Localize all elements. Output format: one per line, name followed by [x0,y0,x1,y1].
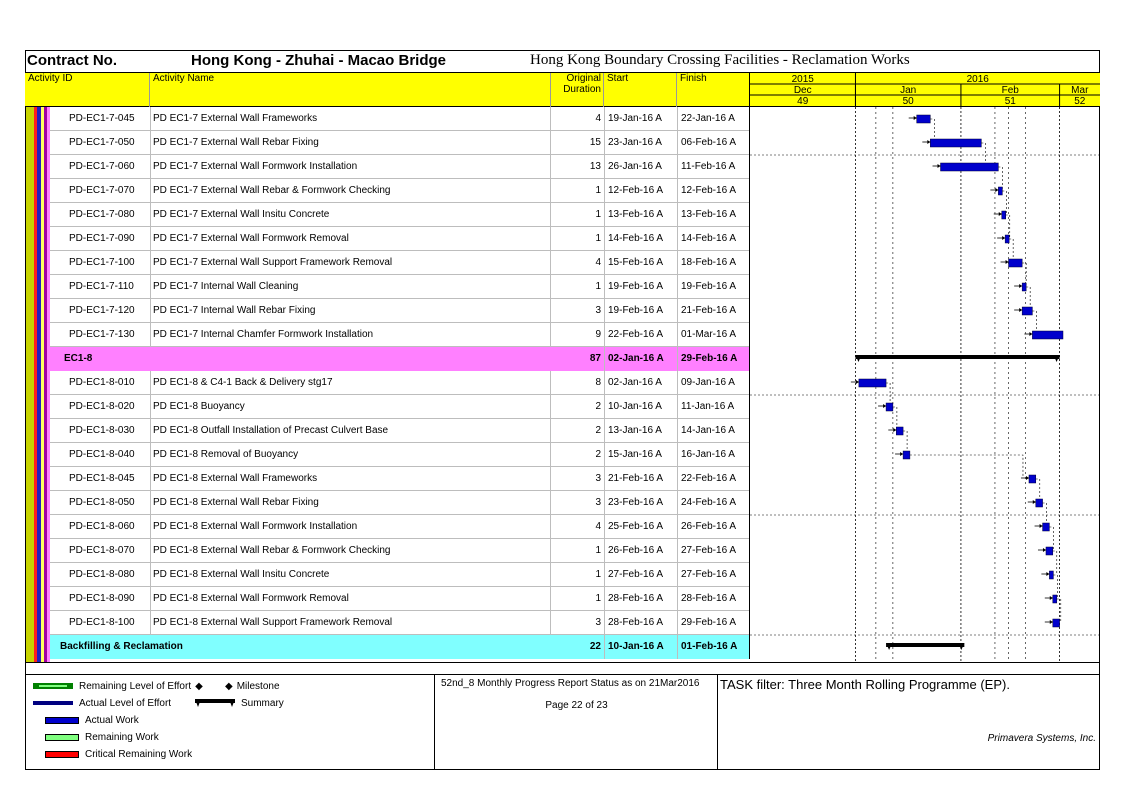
relationship-line [1009,239,1013,262]
vendor-label: Primavera Systems, Inc. [987,733,1096,744]
activity-name-cell: PD EC1-8 & C4-1 Back & Delivery stg17 [151,371,551,395]
start-cell: 25-Feb-16 A [605,515,678,539]
actual-work-bar[interactable] [1053,619,1060,627]
col-duration-line2: Duration [563,84,601,95]
duration-cell: 87 [551,347,605,371]
relationship-line [1032,311,1036,334]
table-row[interactable] [50,443,750,467]
relationship-arrowhead [883,404,886,408]
activity-id-cell: PD-EC1-8-070 [50,539,151,563]
duration-cell: 4 [551,515,605,539]
relationship-line [910,455,1023,478]
activity-id-cell: EC1-8 [64,353,93,364]
legend-milestone-label: Milestone [236,680,280,692]
table-bottom-rule [25,662,1100,663]
finish-cell: 26-Feb-16 A [678,515,750,539]
table-row[interactable] [50,275,750,299]
finish-cell: 27-Feb-16 A [678,539,750,563]
start-cell: 28-Feb-16 A [605,587,678,611]
duration-cell: 1 [551,227,605,251]
relationship-arrowhead [999,212,1002,216]
col-duration-line1: Original [566,73,601,84]
start-cell: 26-Jan-16 A [605,155,678,179]
relationship-arrowhead [1046,572,1049,576]
relationship-arrowhead [1006,260,1009,264]
duration-cell: 13 [551,155,605,179]
duration-cell: 15 [551,131,605,155]
legend-summary-label: Summary [241,697,284,709]
table-row[interactable] [50,299,750,323]
activity-id-cell: PD-EC1-7-130 [50,323,151,347]
actual-work-bar[interactable] [941,163,999,171]
legend-summary [195,696,284,710]
legend [25,674,435,770]
start-cell: 23-Jan-16 A [605,131,678,155]
table-row[interactable] [50,107,750,131]
duration-cell: 1 [551,179,605,203]
finish-cell: 14-Jan-16 A [678,419,750,443]
actual-work-bar[interactable] [1046,547,1053,555]
relationship-arrowhead [1033,500,1036,504]
start-cell: 28-Feb-16 A [605,611,678,635]
legend-remaining-work-label: Remaining Work [85,731,159,743]
start-cell: 10-Jan-16 A [605,635,678,659]
actual-work-bar[interactable] [1049,571,1053,579]
relationship-line [886,383,890,406]
outline-band-level1 [26,107,34,662]
duration-cell: 2 [551,443,605,467]
legend-actual-loe-symbol [33,699,73,707]
actual-work-swatch [45,717,79,724]
activity-name-cell: PD EC1-7 External Wall Frameworks [151,107,551,131]
duration-cell: 1 [551,587,605,611]
col-finish: Finish [678,73,750,107]
finish-cell: 14-Feb-16 A [678,227,750,251]
actual-work-bar[interactable] [886,403,893,411]
col-start: Start [605,73,677,107]
duration-cell: 4 [551,107,605,131]
finish-cell: 18-Feb-16 A [678,251,750,275]
duration-cell: 1 [551,203,605,227]
activity-id-cell: Backfilling & Reclamation [60,641,183,652]
activity-id-cell: PD-EC1-8-030 [50,419,151,443]
start-cell: 26-Feb-16 A [605,539,678,563]
legend-milestone [225,679,280,693]
duration-cell: 1 [551,539,605,563]
actual-work-bar[interactable] [1002,211,1006,219]
finish-cell: 24-Feb-16 A [678,491,750,515]
relationship-arrowhead [1040,524,1043,528]
table-row[interactable] [50,467,750,491]
report-status-line: 52nd_8 Monthly Progress Report Status as on 21Mar2016 [441,678,700,689]
start-cell: 19-Jan-16 A [605,107,678,131]
activity-id-cell: PD-EC1-7-045 [50,107,151,131]
start-cell: 12-Feb-16 A [605,179,678,203]
actual-work-bar[interactable] [1043,523,1050,531]
activity-id-cell: PD-EC1-8-080 [50,563,151,587]
gantt-chart [750,107,1100,662]
start-cell: 22-Feb-16 A [605,323,678,347]
duration-cell: 8 [551,371,605,395]
timescale-svg [750,73,1100,107]
activity-name-cell: PD EC1-8 External Wall Rebar Fixing [151,491,551,515]
footer-filter-box [717,674,1100,770]
page-number: Page 22 of 23 [545,700,608,711]
finish-cell: 27-Feb-16 A [678,563,750,587]
group-row[interactable] [50,635,750,659]
week-label: 50 [902,96,914,107]
start-cell: 19-Feb-16 A [605,275,678,299]
legend-remaining-loe [33,679,203,693]
activity-id-cell: PD-EC1-7-070 [50,179,151,203]
duration-cell: 3 [551,467,605,491]
table-row[interactable] [50,371,750,395]
activity-name-cell: PD EC1-7 External Wall Insitu Concrete [151,203,551,227]
finish-cell: 06-Feb-16 A [678,131,750,155]
actual-work-bar[interactable] [1005,235,1009,243]
activity-id-cell: PD-EC1-7-090 [50,227,151,251]
footer-report-box [434,674,717,770]
actual-work-bar[interactable] [1022,283,1026,291]
relationship-line [1036,479,1040,502]
activity-name-cell: PD EC1-8 External Wall Formwork Installation [151,515,551,539]
finish-cell: 12-Feb-16 A [678,179,750,203]
activity-id-cell: PD-EC1-7-050 [50,131,151,155]
activity-id-cell: PD-EC1-8-100 [50,611,151,635]
relationship-arrowhead [1002,236,1005,240]
finish-cell: 11-Jan-16 A [678,395,750,419]
activity-name-cell: PD EC1-7 External Wall Rebar & Formwork Checking [151,179,551,203]
relationship-arrowhead [900,452,903,456]
relationship-line [998,167,1002,190]
relationship-line [981,143,985,166]
year-label: 2016 [966,74,989,85]
start-cell: 02-Jan-16 A [605,347,678,371]
relationship-line [930,119,934,142]
table-row[interactable] [50,227,750,251]
relationship-line [1026,287,1030,310]
relationship-arrowhead [893,428,896,432]
activity-id-cell: PD-EC1-8-050 [50,491,151,515]
finish-cell: 16-Jan-16 A [678,443,750,467]
table-row[interactable] [50,419,750,443]
duration-cell: 9 [551,323,605,347]
start-cell: 15-Jan-16 A [605,443,678,467]
activity-id-cell: PD-EC1-8-040 [50,443,151,467]
relationship-line [1053,575,1057,598]
actual-work-bar[interactable] [896,427,903,435]
finish-cell: 09-Jan-16 A [678,371,750,395]
page-subtitle: Hong Kong Boundary Crossing Facilities - Reclamation Works [530,52,910,68]
relationship-arrowhead [1050,596,1053,600]
activity-id-cell: PD-EC1-7-080 [50,203,151,227]
activity-name-cell: PD EC1-8 External Wall Frameworks [151,467,551,491]
table-row[interactable] [50,395,750,419]
relationship-arrowhead [1019,284,1022,288]
actual-work-bar[interactable] [930,139,981,147]
actual-work-bar[interactable] [1053,595,1057,603]
actual-work-bar[interactable] [917,115,931,123]
relationship-line [1053,551,1057,574]
relationship-arrowhead [1026,476,1029,480]
table-row[interactable] [50,203,750,227]
table-row[interactable] [50,587,750,611]
activity-id-cell: PD-EC1-7-100 [50,251,151,275]
relationship-line [893,407,897,430]
actual-work-bar[interactable] [1029,475,1036,483]
legend-actual-work [45,713,139,727]
activity-id-cell: PD-EC1-8-045 [50,467,151,491]
start-cell: 21-Feb-16 A [605,467,678,491]
col-activity-id: Activity ID [26,73,150,107]
relationship-arrowhead [1050,620,1053,624]
relationship-line [1057,599,1061,622]
start-cell: 13-Jan-16 A [605,419,678,443]
activity-id-cell: PD-EC1-7-120 [50,299,151,323]
start-cell: 19-Feb-16 A [605,299,678,323]
start-cell: 10-Jan-16 A [605,395,678,419]
finish-cell: 01-Mar-16 A [678,323,750,347]
legend-remaining-loe-label: Remaining Level of Effort [79,680,192,692]
finish-cell: 21-Feb-16 A [678,299,750,323]
activity-name-cell: PD EC1-8 Outfall Installation of Precast Culvert Base [151,419,551,443]
start-cell: 15-Feb-16 A [605,251,678,275]
relationship-arrowhead [1029,332,1032,336]
activity-name-cell: PD EC1-8 External Wall Formwork Removal [151,587,551,611]
legend-remaining-work [45,730,159,744]
task-filter-label: TASK filter: Three Month Rolling Programme (EP). [720,677,1010,692]
table-row[interactable] [50,539,750,563]
month-label: Feb [1001,85,1019,96]
finish-cell: 01-Feb-16 A [678,635,750,659]
activity-name-cell: PD EC1-7 Internal Chamfer Formwork Installation [151,323,551,347]
duration-cell: 2 [551,395,605,419]
start-cell: 14-Feb-16 A [605,227,678,251]
activity-name-cell: PD EC1-8 External Wall Insitu Concrete [151,563,551,587]
activity-id-cell: PD-EC1-8-060 [50,515,151,539]
table-row[interactable] [50,131,750,155]
activity-id-cell: PD-EC1-7-110 [50,275,151,299]
duration-cell: 2 [551,419,605,443]
actual-work-bar[interactable] [1036,499,1043,507]
relationship-line [1043,503,1047,526]
summary-bar[interactable] [855,355,1059,359]
activity-id-cell: PD-EC1-8-020 [50,395,151,419]
table-row[interactable] [50,179,750,203]
week-label: 51 [1004,96,1016,107]
activity-name-cell: PD EC1-8 External Wall Support Framework Removal [151,611,551,635]
table-row[interactable] [50,515,750,539]
contract-label: Contract No. [27,52,117,69]
table-row[interactable] [50,323,750,347]
legend-actual-loe-label: Actual Level of Effort [79,697,172,709]
activity-name-cell: PD EC1-8 External Wall Rebar & Formwork Checking [151,539,551,563]
legend-remaining-loe-symbol [33,682,73,690]
activity-name-cell: PD EC1-7 External Wall Formwork Installation [151,155,551,179]
actual-work-bar[interactable] [859,379,886,387]
year-label: 2015 [791,74,814,85]
start-cell: 02-Jan-16 A [605,371,678,395]
activity-name-cell: PD EC1-7 External Wall Rebar Fixing [151,131,551,155]
col-duration [552,73,604,107]
duration-cell: 22 [551,635,605,659]
legend-critical-remaining [45,747,192,761]
activity-name-cell: PD EC1-7 External Wall Formwork Removal [151,227,551,251]
actual-work-bar[interactable] [1009,259,1023,267]
relationship-line [1049,527,1053,550]
summary-bar-icon [195,698,235,708]
activity-id-cell: PD-EC1-8-010 [50,371,151,395]
actual-work-bar[interactable] [903,451,910,459]
critical-work-swatch [45,751,79,758]
relationship-line [1002,191,1006,214]
remaining-work-swatch [45,734,79,741]
table-row[interactable] [50,491,750,515]
relationship-line [1006,215,1010,238]
relationship-arrowhead [938,164,941,168]
duration-cell: 4 [551,251,605,275]
relationship-line [903,431,907,454]
timescale-header [750,73,1100,107]
duration-cell: 3 [551,299,605,323]
finish-cell: 19-Feb-16 A [678,275,750,299]
finish-cell: 29-Feb-16 A [678,347,750,371]
legend-actual-loe [33,696,171,710]
table-row[interactable] [50,563,750,587]
start-cell: 13-Feb-16 A [605,203,678,227]
activity-name-cell: PD EC1-7 Internal Wall Cleaning [151,275,551,299]
finish-cell: 29-Feb-16 A [678,611,750,635]
activity-name-cell: PD EC1-7 External Wall Support Framework Removal [151,251,551,275]
project-title: Hong Kong - Zhuhai - Macao Bridge [191,52,446,69]
week-label: 49 [797,96,809,107]
relationship-arrowhead [914,116,917,120]
activity-name-cell: PD EC1-7 Internal Wall Rebar Fixing [151,299,551,323]
finish-cell: 22-Feb-16 A [678,467,750,491]
legend-critical-remaining-label: Critical Remaining Work [85,748,193,760]
diamond-icon: ◆ [195,680,203,692]
table-row[interactable] [50,251,750,275]
activity-name-cell: PD EC1-8 Buoyancy [151,395,551,419]
actual-work-bar[interactable] [1032,331,1063,339]
table-row[interactable] [50,155,750,179]
table-row[interactable] [50,611,750,635]
group-row[interactable] [50,347,750,371]
start-cell: 23-Feb-16 A [605,491,678,515]
actual-work-bar[interactable] [998,187,1002,195]
legend-actual-work-label: Actual Work [85,714,139,726]
actual-work-bar[interactable] [1022,307,1032,315]
relationship-arrowhead [1043,548,1046,552]
month-label: Mar [1071,85,1089,96]
relationship-arrowhead [856,380,859,384]
month-label: Dec [793,85,812,96]
finish-cell: 22-Jan-16 A [678,107,750,131]
week-label: 52 [1074,96,1086,107]
start-cell: 27-Feb-16 A [605,563,678,587]
summary-bar[interactable] [886,643,964,647]
relationship-arrowhead [927,140,930,144]
milestone-diamond-icon: ◆ [225,680,233,692]
duration-cell: 1 [551,275,605,299]
finish-cell: 28-Feb-16 A [678,587,750,611]
relationship-arrowhead [1019,308,1022,312]
finish-cell: 11-Feb-16 A [678,155,750,179]
activity-name-cell: PD EC1-8 Removal of Buoyancy [151,443,551,467]
activity-id-cell: PD-EC1-8-090 [50,587,151,611]
relationship-arrowhead [995,188,998,192]
month-label: Jan [900,85,917,96]
finish-cell: 13-Feb-16 A [678,203,750,227]
activity-id-cell: PD-EC1-7-060 [50,155,151,179]
duration-cell: 1 [551,563,605,587]
duration-cell: 3 [551,491,605,515]
duration-cell: 3 [551,611,605,635]
col-activity-name: Activity Name [151,73,551,107]
